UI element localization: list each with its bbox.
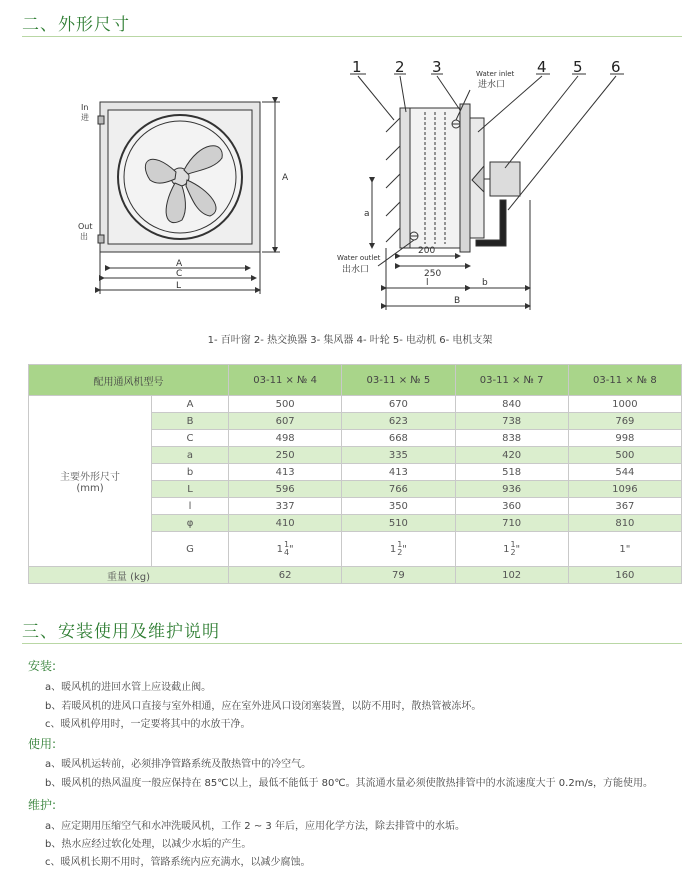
install-heading: 安装: (28, 659, 57, 673)
cell: 413 (342, 464, 455, 481)
callout-3: 3 (432, 58, 442, 76)
row-name: B (152, 413, 229, 430)
header-model: 03-11 × № 8 (568, 365, 681, 396)
cell: 838 (455, 430, 568, 447)
row-name: L (152, 481, 229, 498)
label-C: C (176, 269, 183, 279)
cell: 250 (229, 447, 342, 464)
cell: 1000 (568, 396, 681, 413)
cell: 1 1 2 " (342, 532, 455, 567)
cell: 413 (229, 464, 342, 481)
callout-6: 6 (611, 58, 621, 76)
cell: 840 (455, 396, 568, 413)
cell: 360 (455, 498, 568, 515)
list-item: a、暖风机的进回水管上应设截止阀。 (45, 682, 212, 693)
cell: 544 (568, 464, 681, 481)
cell: 350 (342, 498, 455, 515)
row-name: φ (152, 515, 229, 532)
cell: 668 (342, 430, 455, 447)
cell: 518 (455, 464, 568, 481)
label-water-outlet-en: Water outlet (337, 254, 381, 262)
header-label: 配用通风机型号 (29, 365, 229, 396)
callout-2: 2 (395, 58, 405, 76)
row-name: G (152, 532, 229, 567)
dimension-drawing (0, 40, 700, 330)
header-model: 03-11 × № 5 (342, 365, 455, 396)
list-item: b、暖风机的热风温度一般应保持在 85℃以上，最低不能低于 80℃。其流通水量必须使散热排管中的水流速度大于 0.2m/s，方能使用。 (45, 778, 654, 789)
side-view (350, 74, 624, 310)
label-a: a (364, 209, 370, 219)
cell: 500 (229, 396, 342, 413)
callout-5: 5 (573, 58, 583, 76)
cell: 769 (568, 413, 681, 430)
cell: 420 (455, 447, 568, 464)
list-item: b、若暖风机的进风口直接与室外相通，应在室外进风口设闭塞装置，以防不用时，散热管被冻坏。 (45, 701, 482, 712)
cell: 998 (568, 430, 681, 447)
list-item: b、热水应经过软化处理，以减少水垢的产生。 (45, 839, 252, 850)
cell: 510 (342, 515, 455, 532)
list-item: c、暖风机长期不用时，管路系统内应充满水，以减少腐蚀。 (45, 857, 311, 868)
row-name: b (152, 464, 229, 481)
row-name: C (152, 430, 229, 447)
cell: 607 (229, 413, 342, 430)
cell: 498 (229, 430, 342, 447)
label-A: A (176, 259, 183, 269)
label-out-cn: 出 (80, 232, 88, 241)
callout-4: 4 (537, 58, 547, 76)
header-model: 03-11 × № 4 (229, 365, 342, 396)
cell: 596 (229, 481, 342, 498)
table-header-row (29, 365, 682, 396)
label-l: l (426, 278, 429, 288)
row-name: a (152, 447, 229, 464)
cell: 160 (568, 567, 681, 584)
front-view (98, 102, 280, 294)
cell: 1 1 2 " (455, 532, 568, 567)
cell: 710 (455, 515, 568, 532)
cell: 936 (455, 481, 568, 498)
maintain-heading: 维护: (28, 798, 57, 812)
cell: 79 (342, 567, 455, 584)
cell: 1 1 4 " (229, 532, 342, 567)
group-unit: (mm) (76, 483, 104, 494)
table-row (29, 396, 682, 413)
cell: 335 (342, 447, 455, 464)
label-250: 250 (424, 269, 442, 279)
section-title-dimensions: 二、外形尺寸 (22, 15, 130, 35)
label-out-en: Out (78, 222, 93, 231)
section-divider (22, 643, 682, 644)
row-name: l (152, 498, 229, 515)
list-item: a、应定期用压缩空气和水冲洗暖风机，工作 2 ~ 3 年后，应用化学方法，除去排管中的水垢。 (45, 821, 465, 832)
cell: 500 (568, 447, 681, 464)
cell: 738 (455, 413, 568, 430)
label-L: L (176, 281, 182, 291)
label-200: 200 (418, 246, 436, 256)
list-item: c、暖风机停用时，一定要将其中的水放干净。 (45, 719, 251, 730)
cell: 810 (568, 515, 681, 532)
cell: 766 (342, 481, 455, 498)
cell: 337 (229, 498, 342, 515)
cell: 1" (568, 532, 681, 567)
cell: 102 (455, 567, 568, 584)
cell: 1096 (568, 481, 681, 498)
label-A-vertical: A (282, 173, 289, 183)
cell: 623 (342, 413, 455, 430)
cell: 410 (229, 515, 342, 532)
cell: 367 (568, 498, 681, 515)
callout-1: 1 (352, 58, 362, 76)
cell: 62 (229, 567, 342, 584)
table-row-weight (29, 567, 682, 584)
label-water-inlet-cn: 进水口 (478, 80, 506, 90)
label-in-en: In (81, 103, 89, 112)
row-name: A (152, 396, 229, 413)
cell: 670 (342, 396, 455, 413)
label-B: B (454, 296, 461, 306)
weight-label: 重量 (kg) (29, 567, 229, 584)
group-label: 主要外形尺寸 (60, 472, 120, 483)
list-item: a、暖风机运转前，必须排净管路系统及散热管中的冷空气。 (45, 759, 312, 770)
spec-table (28, 364, 682, 584)
header-model: 03-11 × № 7 (455, 365, 568, 396)
label-in-cn: 进 (81, 113, 89, 122)
label-water-outlet-cn: 出水口 (342, 265, 370, 275)
section-title-install: 三、安装使用及维护说明 (22, 622, 220, 642)
parts-caption: 1- 百叶窗 2- 热交换器 3- 集风器 4- 叶轮 5- 电动机 6- 电机支架 (207, 335, 493, 346)
usage-heading: 使用: (28, 737, 57, 751)
label-b: b (482, 278, 488, 288)
group-label-cell (29, 396, 152, 567)
section-divider (22, 36, 682, 37)
label-water-inlet-en: Water inlet (476, 70, 515, 78)
